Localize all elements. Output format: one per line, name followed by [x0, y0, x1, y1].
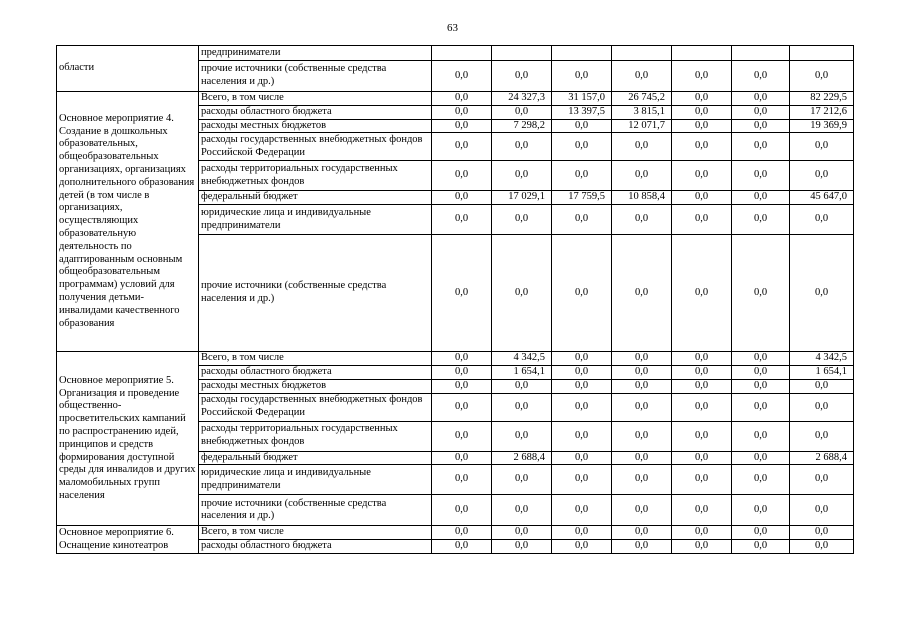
- table-row: [57, 526, 854, 540]
- value-cell: 0,0: [732, 379, 790, 393]
- value-cell: 0,0: [432, 379, 492, 393]
- value-cell: 0,0: [492, 61, 552, 92]
- value-cell: 45 647,0: [790, 191, 854, 205]
- value-cell: 0,0: [732, 393, 790, 421]
- budget-table: [56, 45, 854, 554]
- value-cell: 0,0: [552, 421, 612, 451]
- value-cell: 0,0: [672, 191, 732, 205]
- value-cell: 0,0: [492, 133, 552, 161]
- value-cell: 0,0: [672, 205, 732, 235]
- value-cell: 3 815,1: [612, 105, 672, 119]
- value-cell: 0,0: [432, 205, 492, 235]
- value-cell: 0,0: [552, 161, 612, 191]
- value-cell: 0,0: [432, 161, 492, 191]
- value-cell: 13 397,5: [552, 105, 612, 119]
- value-cell: 0,0: [732, 465, 790, 495]
- value-cell: 0,0: [672, 393, 732, 421]
- funding-source-cell: расходы областного бюджета: [199, 365, 432, 379]
- value-cell: 0,0: [672, 421, 732, 451]
- value-cell: 0,0: [612, 352, 672, 366]
- value-cell: 1 654,1: [492, 365, 552, 379]
- value-cell: 0,0: [432, 421, 492, 451]
- funding-source-cell: расходы местных бюджетов: [199, 379, 432, 393]
- value-cell: 0,0: [732, 205, 790, 235]
- funding-source-cell: юридические лица и индивидуальные предприниматели: [199, 205, 432, 235]
- value-cell: [492, 46, 552, 61]
- value-cell: 0,0: [492, 393, 552, 421]
- value-cell: 0,0: [612, 451, 672, 465]
- value-cell: 0,0: [432, 540, 492, 554]
- value-cell: 0,0: [790, 393, 854, 421]
- value-cell: 0,0: [612, 61, 672, 92]
- measure-cell: области: [57, 46, 199, 92]
- measure-cell: Основное мероприятие 5. Организация и проведение общественно-просветительских кампаний по распространению идей, принципов и средств формирования доступной среды для инвалидов и других маломобильных групп населения: [57, 352, 199, 526]
- value-cell: 0,0: [672, 526, 732, 540]
- value-cell: 0,0: [672, 235, 732, 352]
- value-cell: 0,0: [790, 61, 854, 92]
- value-cell: 0,0: [790, 540, 854, 554]
- value-cell: 0,0: [552, 205, 612, 235]
- value-cell: 0,0: [612, 495, 672, 526]
- value-cell: 0,0: [612, 526, 672, 540]
- value-cell: 0,0: [432, 235, 492, 352]
- value-cell: 0,0: [790, 161, 854, 191]
- funding-source-cell: расходы территориальных государственных внебюджетных фондов: [199, 421, 432, 451]
- value-cell: 0,0: [612, 365, 672, 379]
- page-number: 63: [447, 22, 458, 34]
- value-cell: 0,0: [492, 421, 552, 451]
- value-cell: 0,0: [732, 421, 790, 451]
- value-cell: 0,0: [432, 495, 492, 526]
- value-cell: 10 858,4: [612, 191, 672, 205]
- value-cell: 0,0: [492, 465, 552, 495]
- value-cell: 31 157,0: [552, 92, 612, 106]
- value-cell: 0,0: [732, 119, 790, 133]
- value-cell: 17 029,1: [492, 191, 552, 205]
- value-cell: 0,0: [790, 465, 854, 495]
- value-cell: [552, 46, 612, 61]
- value-cell: 19 369,9: [790, 119, 854, 133]
- value-cell: 0,0: [552, 365, 612, 379]
- value-cell: 0,0: [432, 526, 492, 540]
- value-cell: 17 759,5: [552, 191, 612, 205]
- value-cell: 0,0: [672, 379, 732, 393]
- measure-cell: Основное мероприятие 6. Оснащение кинотеатров: [57, 526, 199, 554]
- value-cell: 0,0: [672, 451, 732, 465]
- value-cell: 0,0: [672, 133, 732, 161]
- value-cell: 0,0: [552, 465, 612, 495]
- value-cell: 0,0: [732, 235, 790, 352]
- funding-source-cell: прочие источники (собственные средства населения и др.): [199, 235, 432, 352]
- value-cell: 0,0: [492, 105, 552, 119]
- value-cell: 0,0: [790, 235, 854, 352]
- funding-source-cell: расходы территориальных государственных внебюджетных фондов: [199, 161, 432, 191]
- value-cell: 4 342,5: [492, 352, 552, 366]
- value-cell: 0,0: [552, 119, 612, 133]
- value-cell: 0,0: [552, 495, 612, 526]
- funding-source-cell: юридические лица и индивидуальные предприниматели: [199, 465, 432, 495]
- value-cell: 0,0: [492, 379, 552, 393]
- value-cell: 0,0: [732, 61, 790, 92]
- value-cell: [612, 46, 672, 61]
- value-cell: 0,0: [732, 92, 790, 106]
- value-cell: 0,0: [790, 495, 854, 526]
- value-cell: 0,0: [552, 540, 612, 554]
- value-cell: 0,0: [790, 205, 854, 235]
- value-cell: 0,0: [790, 421, 854, 451]
- funding-source-cell: расходы государственных внебюджетных фондов Российской Федерации: [199, 133, 432, 161]
- value-cell: 0,0: [432, 92, 492, 106]
- value-cell: [790, 46, 854, 61]
- funding-source-cell: прочие источники (собственные средства населения и др.): [199, 61, 432, 92]
- value-cell: 0,0: [612, 465, 672, 495]
- value-cell: 0,0: [612, 379, 672, 393]
- value-cell: 0,0: [612, 205, 672, 235]
- value-cell: 0,0: [612, 235, 672, 352]
- value-cell: 2 688,4: [790, 451, 854, 465]
- value-cell: 12 071,7: [612, 119, 672, 133]
- value-cell: 0,0: [672, 465, 732, 495]
- value-cell: 0,0: [790, 133, 854, 161]
- funding-source-cell: Всего, в том числе: [199, 526, 432, 540]
- value-cell: 0,0: [492, 205, 552, 235]
- table-row: [57, 46, 854, 61]
- value-cell: 1 654,1: [790, 365, 854, 379]
- value-cell: 0,0: [552, 379, 612, 393]
- value-cell: 0,0: [552, 235, 612, 352]
- value-cell: 0,0: [732, 540, 790, 554]
- value-cell: 0,0: [790, 379, 854, 393]
- value-cell: 2 688,4: [492, 451, 552, 465]
- table-row: [57, 352, 854, 366]
- value-cell: 0,0: [492, 161, 552, 191]
- value-cell: 0,0: [432, 61, 492, 92]
- value-cell: 17 212,6: [790, 105, 854, 119]
- value-cell: 0,0: [432, 365, 492, 379]
- value-cell: 0,0: [432, 133, 492, 161]
- value-cell: 0,0: [492, 235, 552, 352]
- value-cell: 0,0: [612, 393, 672, 421]
- value-cell: 0,0: [732, 105, 790, 119]
- value-cell: 0,0: [432, 465, 492, 495]
- value-cell: 0,0: [672, 352, 732, 366]
- value-cell: [672, 46, 732, 61]
- value-cell: 0,0: [672, 119, 732, 133]
- value-cell: 0,0: [732, 133, 790, 161]
- value-cell: 0,0: [732, 495, 790, 526]
- value-cell: 0,0: [672, 105, 732, 119]
- funding-source-cell: расходы областного бюджета: [199, 105, 432, 119]
- value-cell: 0,0: [612, 133, 672, 161]
- value-cell: 26 745,2: [612, 92, 672, 106]
- funding-source-cell: расходы местных бюджетов: [199, 119, 432, 133]
- measure-cell: Основное мероприятие 4. Создание в дошкольных образовательных, общеобразовательных организациях, организациях дополнительного образования детей (в том числе в организациях, осуществляющих образовательную деятельность по адаптированным основным общеобразовательным программам) условий для получения детьми-инвалидами качественного образования: [57, 92, 199, 352]
- value-cell: 0,0: [672, 161, 732, 191]
- value-cell: 0,0: [612, 161, 672, 191]
- value-cell: 0,0: [552, 352, 612, 366]
- value-cell: 0,0: [672, 61, 732, 92]
- value-cell: 0,0: [552, 451, 612, 465]
- value-cell: 0,0: [552, 133, 612, 161]
- table-row: [57, 92, 854, 106]
- value-cell: 0,0: [790, 526, 854, 540]
- funding-source-cell: прочие источники (собственные средства населения и др.): [199, 495, 432, 526]
- value-cell: 0,0: [672, 365, 732, 379]
- value-cell: 82 229,5: [790, 92, 854, 106]
- value-cell: 0,0: [432, 352, 492, 366]
- value-cell: 0,0: [552, 61, 612, 92]
- value-cell: 0,0: [432, 191, 492, 205]
- value-cell: 0,0: [492, 540, 552, 554]
- funding-source-cell: Всего, в том числе: [199, 352, 432, 366]
- value-cell: 0,0: [612, 540, 672, 554]
- value-cell: 24 327,3: [492, 92, 552, 106]
- value-cell: 0,0: [732, 526, 790, 540]
- value-cell: 0,0: [672, 540, 732, 554]
- value-cell: 0,0: [492, 495, 552, 526]
- value-cell: 0,0: [672, 92, 732, 106]
- value-cell: 0,0: [552, 393, 612, 421]
- value-cell: 0,0: [432, 451, 492, 465]
- value-cell: 0,0: [432, 393, 492, 421]
- value-cell: 0,0: [672, 495, 732, 526]
- value-cell: [732, 46, 790, 61]
- funding-source-cell: расходы областного бюджета: [199, 540, 432, 554]
- value-cell: 0,0: [432, 105, 492, 119]
- value-cell: [432, 46, 492, 61]
- value-cell: 0,0: [432, 119, 492, 133]
- value-cell: 0,0: [732, 365, 790, 379]
- funding-source-cell: расходы государственных внебюджетных фондов Российской Федерации: [199, 393, 432, 421]
- value-cell: 0,0: [492, 526, 552, 540]
- value-cell: 7 298,2: [492, 119, 552, 133]
- value-cell: 0,0: [732, 191, 790, 205]
- value-cell: 0,0: [552, 526, 612, 540]
- value-cell: 0,0: [732, 451, 790, 465]
- funding-source-cell: предприниматели: [199, 46, 432, 61]
- value-cell: 0,0: [612, 421, 672, 451]
- funding-source-cell: федеральный бюджет: [199, 451, 432, 465]
- value-cell: 0,0: [732, 352, 790, 366]
- value-cell: 0,0: [732, 161, 790, 191]
- value-cell: 4 342,5: [790, 352, 854, 366]
- funding-source-cell: федеральный бюджет: [199, 191, 432, 205]
- funding-source-cell: Всего, в том числе: [199, 92, 432, 106]
